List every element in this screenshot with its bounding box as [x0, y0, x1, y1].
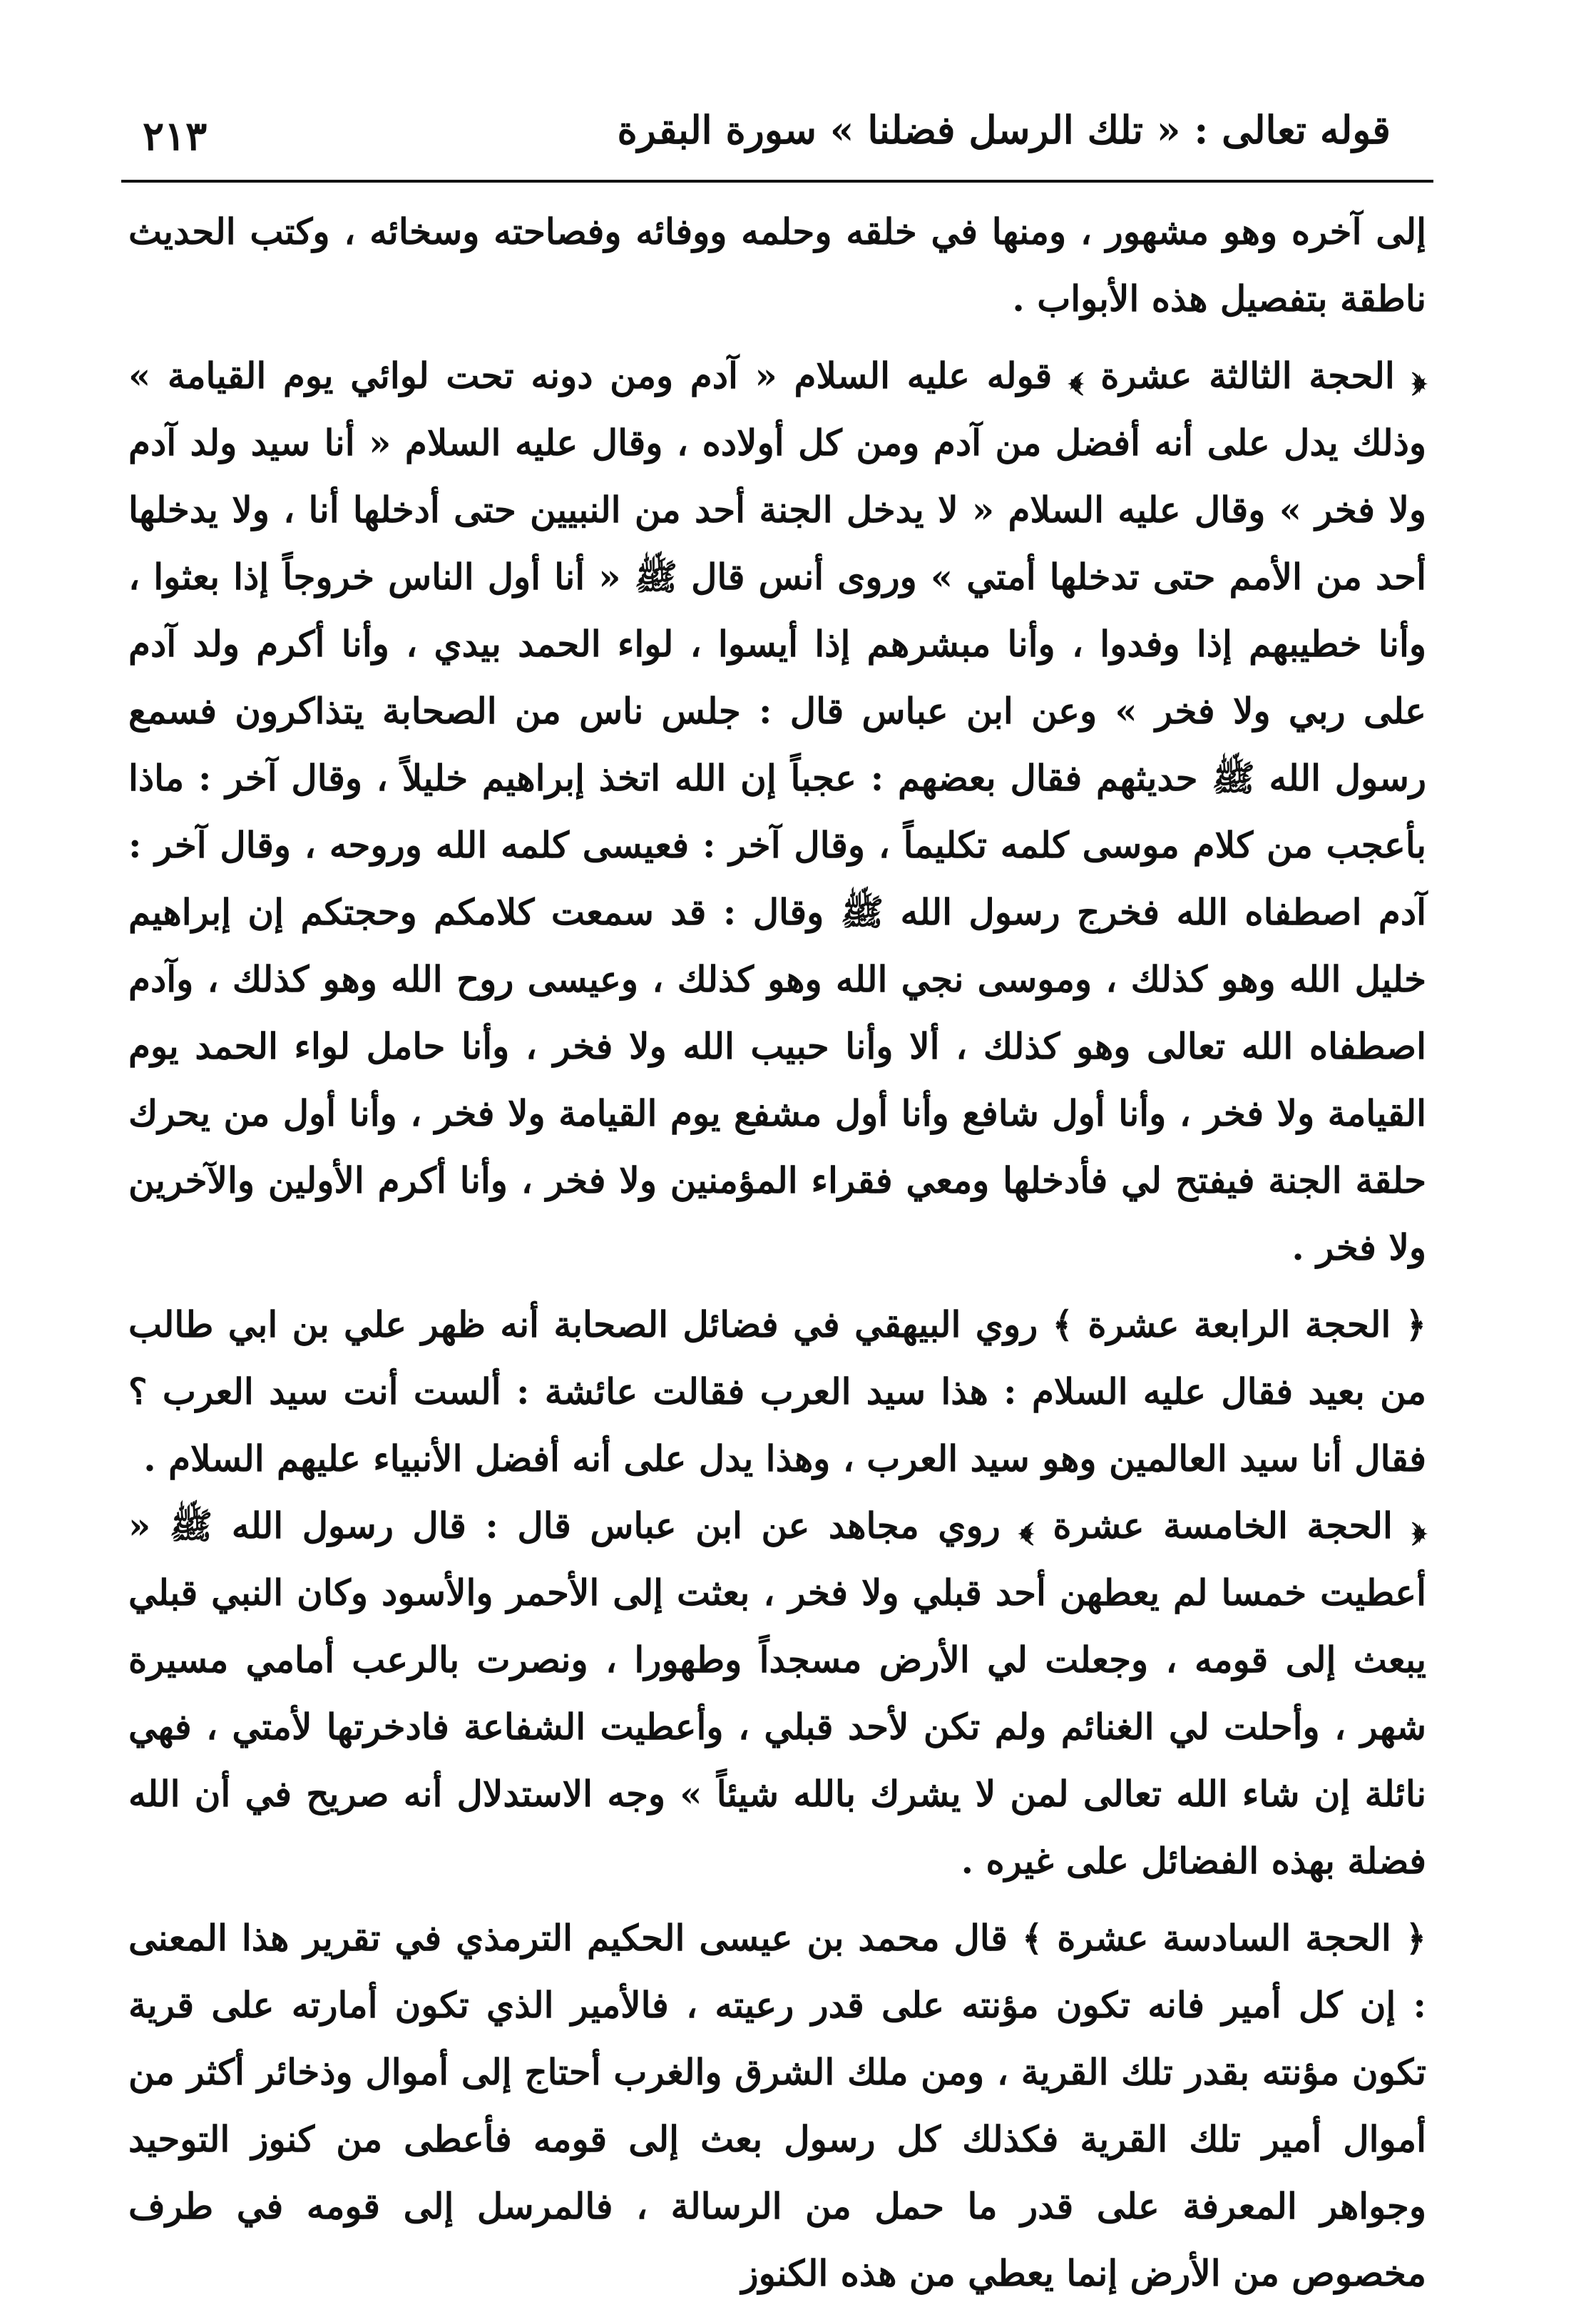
paragraph-text: قوله عليه السلام « آدم ومن دونه تحت لوائي يوم القيامة » وذلك يدل على أنه أفضل من آدم ومن كل أولاده ، وقال عليه السلام « أنا سيد ولد آدم ولا فخر » وقال عليه السلام « لا يدخل الجنة أحد من النبيين حتى أدخلها أنا ، ولا يدخلها أحد من الأمم حتى تدخلها أمتي » وروى أنس قال ﷺ « أنا أول الناس خروجاً إذا بعثوا ، وأنا خطيبهم إذا وفدوا ، وأنا مبشرهم إذا أيسوا ، لواء الحمد بيدي ، وأنا أكرم ولد آدم على ربي ولا فخر » وعن ابن عباس قال : جلس ناس من الصحابة يتذاكرون فسمع رسول الله ﷺ حديثهم فقال بعضهم : عجباً إن الله اتخذ إبراهيم خليلاً ، وقال آخر : ماذا بأعجب من كلام موسى كلمه تكليماً ، وقال آخر : فعيسى كلمه الله وروحه ، وقال آخر : آدم اصطفاه الله فخرج رسول الله ﷺ وقال : قد سمعت كلامكم وحجتكم إن إبراهيم خليل الله وهو كذلك ، وموسى نجي الله وهو كذلك ، وعيسى روح الله وهو كذلك ، وآدم اصطفاه الله تعالى وهو كذلك ، ألا وأنا حبيب الله ولا فخر ، وأنا حامل لواء الحمد يوم القيامة ولا فخر ، وأنا أول شافع وأنا أول مشفع يوم القيامة ولا فخر ، وأنا أول من يحرك حلقة الجنة فيفتح لي فأدخلها ومعي فقراء المؤمنين ولا فخر ، وأنا أكرم الأولين والآخرين ولا فخر .: [128, 355, 1427, 1268]
paragraph-text: إلى آخره وهو مشهور ، ومنها في خلقه وحلمه ووفائه وفصاحته وسخائه ، وكتب الحديث ناطقة بتفصيل هذه الأبواب .: [128, 210, 1426, 320]
paragraph-argument-13: [128, 342, 1426, 1281]
section-label: ﴿ الحجة الرابعة عشرة ﴾: [1052, 1303, 1426, 1345]
page-header: [135, 107, 1426, 178]
body-text: [128, 198, 1426, 2307]
section-label: ﴿ الحجة الثالثة عشرة ﴾: [1069, 355, 1426, 397]
running-head: قوله تعالى : « تلك الرسل فضلنا » سورة البقرة: [617, 107, 1391, 153]
section-label: ﴿ الحجة الخامسة عشرة ﴾: [1019, 1504, 1426, 1547]
section-label: ﴿ الحجة السادسة عشرة ﴾: [1021, 1917, 1426, 1959]
paragraph-text: روي مجاهد عن ابن عباس قال : قال رسول الله ﷺ « أعطيت خمسا لم يعطهن أحد قبلي ولا فخر ، بعثت إلى الأحمر والأسود وكان النبي قبلي يبعث إلى قومه ، وجعلت لي الأرض مسجداً وطهورا ، ونصرت بالرعب أمامي مسيرة شهر ، وأحلت لي الغنائم ولم تكن لأحد قبلي ، وأعطيت الشفاعة فادخرتها لأمتي ، فهي نائلة إن شاء الله تعالى لمن لا يشرك بالله شيئاً » وجه الاستدلال أنه صريح في أن الله فضلة بهذه الفضائل على غيره .: [128, 1504, 1426, 1882]
page-number: ٢١٣: [143, 113, 208, 160]
paragraph-intro: [128, 198, 1426, 332]
paragraph-argument-15: [128, 1492, 1426, 1895]
paragraph-argument-14: [128, 1291, 1426, 1492]
paragraph-text: روي البيهقي في فضائل الصحابة أنه ظهر علي بن ابي طالب من بعيد فقال عليه السلام : هذا سيد العرب فقالت عائشة : ألست أنت سيد العرب ؟ فقال أنا سيد العالمين وهو سيد العرب ، وهذا يدل على أنه أفضل الأنبياء عليهم السلام .: [128, 1303, 1426, 1480]
header-rule: [121, 180, 1433, 183]
paragraph-text: قال محمد بن عيسى الحكيم الترمذي في تقرير هذا المعنى : إن كل أمير فانه تكون مؤنته على قدر رعيته ، فالأمير الذي تكون أمارته على قرية تكون مؤنته بقدر تلك القرية ، ومن ملك الشرق والغرب أحتاج إلى أموال وذخائر أكثر من أموال أمير تلك القرية فكذلك كل رسول بعث إلى قومه فأعطى من كنوز التوحيد وجواهر المعرفة على قدر ما حمل من الرسالة ، فالمرسل إلى قومه في طرف مخصوص من الأرض إنما يعطي من هذه الكنوز: [128, 1917, 1426, 2294]
paragraph-argument-16: [128, 1905, 1426, 2307]
